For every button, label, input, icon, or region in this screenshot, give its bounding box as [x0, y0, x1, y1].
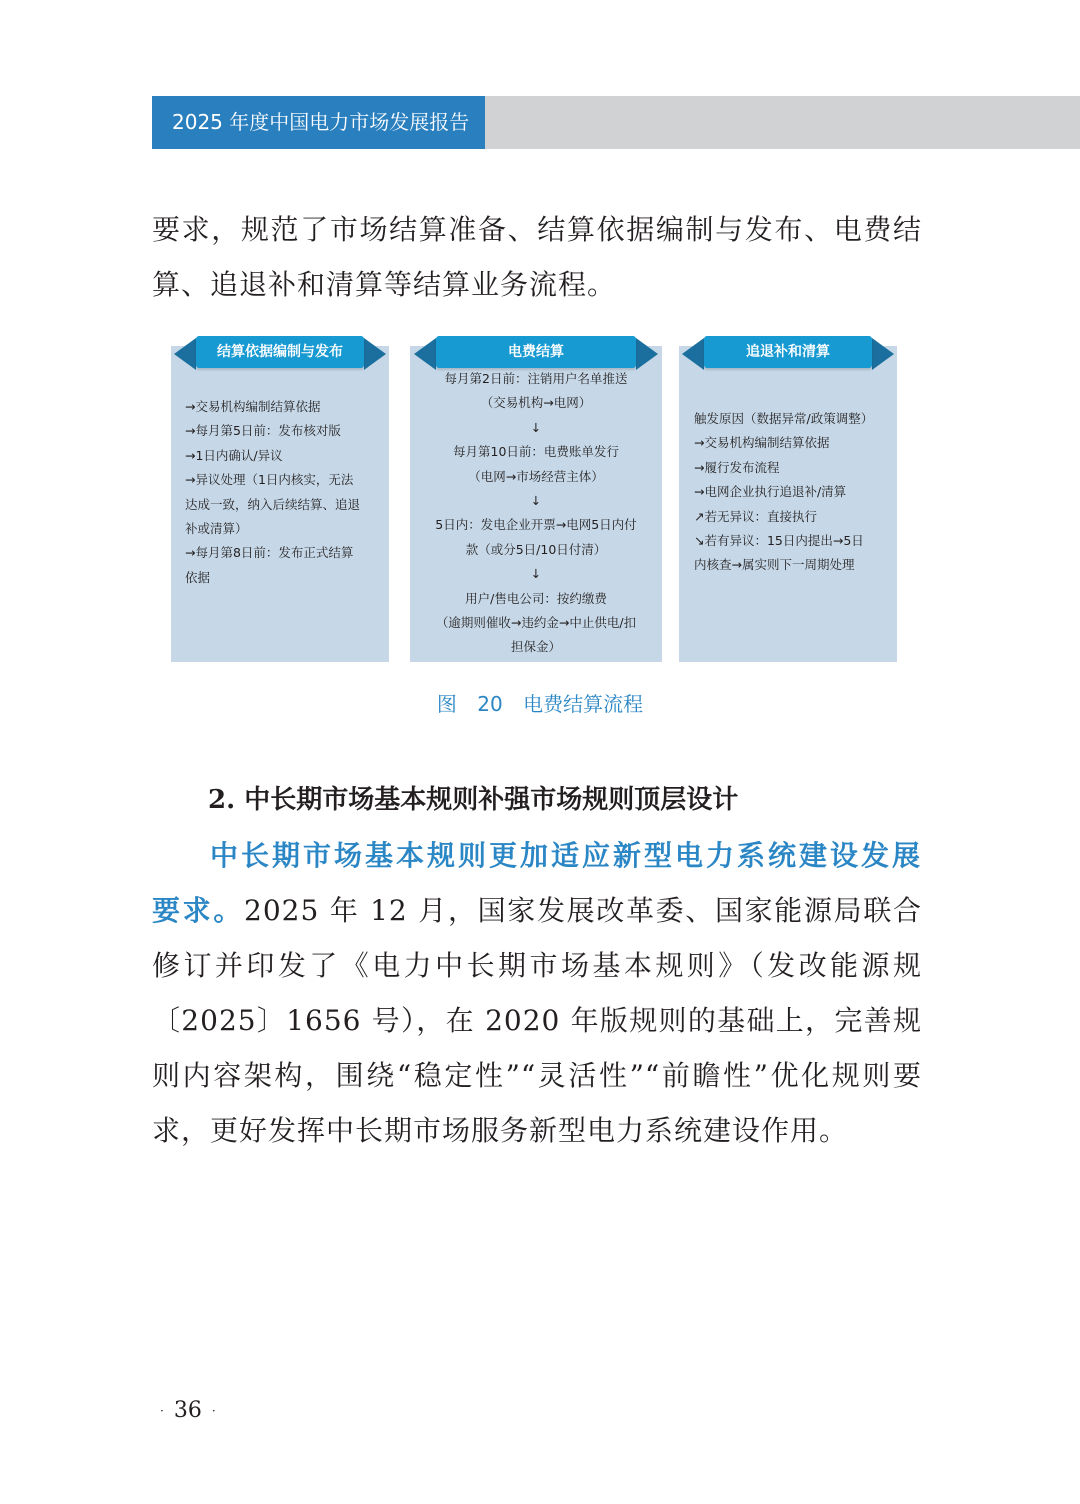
- section-heading: 2. 中长期市场基本规则补强市场规则顶层设计: [208, 785, 739, 815]
- flow-step: 每月第2日前：注销用户名单推送: [444, 371, 628, 386]
- intro-paragraph: 要求，规范了市场结算准备、结算依据编制与发布、电费结算、追退补和清算等结算业务流程。: [152, 213, 922, 301]
- flow-step: （交易机构→电网）: [480, 395, 592, 411]
- panel-steps: [694, 407, 894, 578]
- panel-steps: [185, 395, 381, 590]
- panel-title-refund-clearing: 追退补和清算: [704, 336, 872, 368]
- page-number: 36: [173, 1398, 202, 1423]
- running-header-title: 2025 年度中国电力市场发展报告: [152, 96, 485, 149]
- flow-step: →异议处理（1日内核实，无法: [185, 472, 354, 488]
- flow-step: ↘若有异议：15日内提出→5日: [694, 533, 864, 549]
- flow-step: →每月第5日前：发布核对版: [185, 423, 341, 439]
- flow-step: 达成一致，纳入后续结算、追退: [185, 496, 361, 512]
- ribbon-wing-right: [872, 338, 894, 370]
- ribbon-wing-left: [174, 338, 196, 370]
- panel-title-settlement-basis: 结算依据编制与发布: [196, 336, 364, 368]
- flow-step: （电网→市场经营主体）: [468, 468, 604, 484]
- flow-step: 触发原因（数据异常/政策调整）: [694, 411, 874, 426]
- flow-step: （逾期则催收→违约金→中止供电/扣: [435, 615, 637, 631]
- page-number-footer: · 36 ·: [160, 1398, 216, 1423]
- flow-step: 用户/售电公司：按约缴费: [465, 590, 607, 606]
- flow-step: →电网企业执行追退补/清算: [694, 484, 847, 500]
- flow-step: 每月第10日前：电费账单发行: [453, 444, 619, 460]
- ribbon-wing-left: [414, 338, 436, 370]
- flow-step: 补或清算）: [185, 521, 248, 537]
- flow-step: →每月第8日前：发布正式结算: [185, 545, 354, 561]
- ribbon-wing-left: [682, 338, 704, 370]
- paragraph-body: 2025 年 12 月，国家发展改革委、国家能源局联合修订并印发了《电力中长期市场基本规则》（发改能源规〔2025〕1656 号），在 2020 年版规则的基础上，完善规则内容架构，围绕“稳定性”“灵活性”“前瞻性”优化规则要求，更好发挥中长期市场服务新型电力系统建设作用。: [152, 894, 922, 1147]
- flow-step: →交易机构编制结算依据: [694, 435, 830, 451]
- highlight-sentence: 中长期市场基本规则更加适应新型电力系统建设发展要求。: [152, 839, 922, 927]
- flow-step: 款（或分5日/10日付清）: [465, 541, 607, 557]
- flow-step: →1日内确认/异议: [185, 447, 283, 463]
- flow-step: 内核查→属实则下一周期处理: [694, 557, 855, 573]
- flow-step: 依据: [185, 569, 211, 585]
- flow-step: 5日内：发电企业开票→电网5日内付: [435, 517, 637, 533]
- flow-step: →履行发布流程: [694, 459, 780, 475]
- panel-title-electricity-billing: 电费结算: [436, 336, 636, 368]
- flow-step: →交易机构编制结算依据: [185, 399, 321, 414]
- panel-steps: [416, 367, 656, 660]
- flow-step: 担保金）: [510, 639, 561, 655]
- figure-caption: 图 20 电费结算流程: [436, 692, 644, 716]
- flow-step: ↓: [530, 419, 542, 435]
- ribbon-wing-right: [636, 338, 658, 370]
- flow-step: ↗若无异议：直接执行: [694, 508, 817, 524]
- section-paragraph: [152, 828, 922, 1158]
- flow-step: ↓: [530, 566, 542, 582]
- flow-step: ↓: [530, 493, 542, 509]
- ribbon-wing-right: [364, 338, 386, 370]
